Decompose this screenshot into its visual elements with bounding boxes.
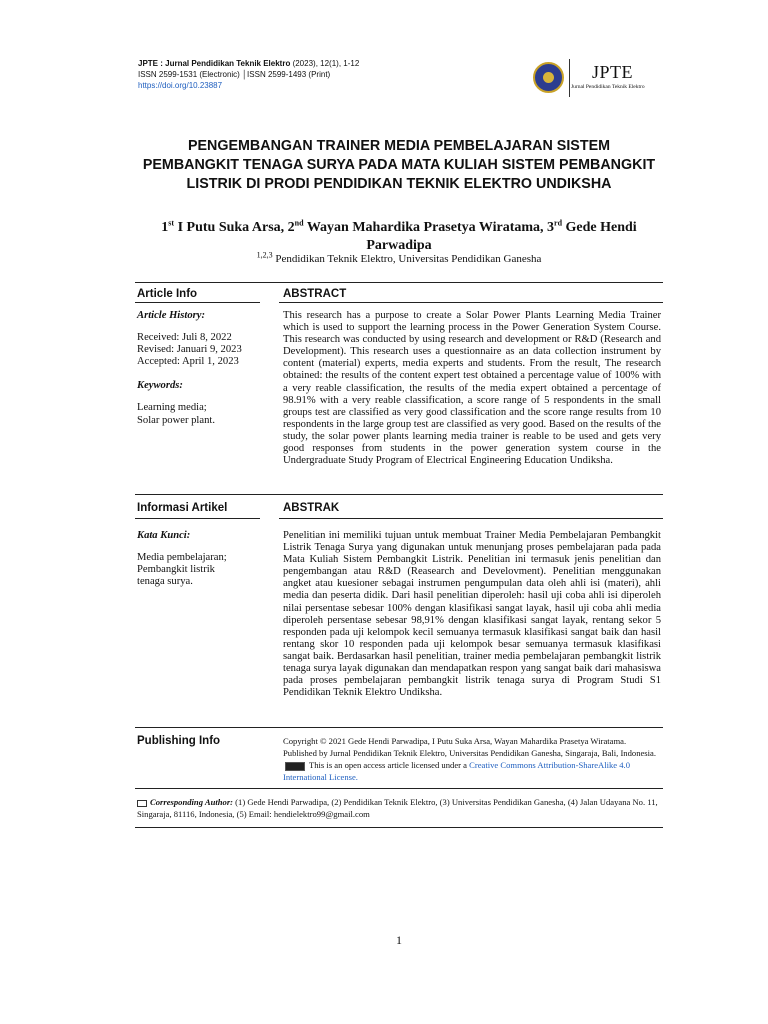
- corresponding-author: [137, 796, 663, 820]
- kata-kunci-item: Media pembelajaran;: [137, 552, 227, 564]
- abstract-heading: ABSTRACT: [283, 288, 347, 300]
- logo-subtitle: Jurnal Pendidikan Teknik Elektro: [571, 84, 645, 90]
- divider: [135, 282, 663, 283]
- publishing-text: [283, 735, 661, 783]
- author-list: [140, 219, 658, 255]
- author-3: Gede Hendi Parwadipa: [366, 220, 637, 253]
- university-seal-icon: [533, 62, 564, 93]
- accepted-date: Accepted: April 1, 2023: [137, 356, 239, 368]
- revised-date: Revised: Januari 9, 2023: [137, 344, 242, 356]
- publishing-heading: Publishing Info: [137, 735, 221, 747]
- received-date: Received: Juli 8, 2022: [137, 332, 232, 344]
- affiliation-text: Pendidikan Teknik Elektro, Universitas Pendidikan Ganesha: [272, 253, 542, 265]
- ordinal-sup: rd: [554, 218, 563, 228]
- journal-logo: [533, 59, 653, 99]
- article-history: [137, 310, 262, 427]
- paper-title: PENGEMBANGAN TRAINER MEDIA PEMBELAJARAN SISTEM PEMBANGKIT TENAGA SURYA PADA MATA KULIAH SISTEM PEMBANGKIT LISTRIK DI PRODI PENDIDIKAN TEKNIK ELEKTRO UNDIKSHA: [142, 138, 656, 192]
- kata-kunci-label: Kata Kunci:: [137, 530, 191, 541]
- issn-line: ISSN 2599-1531 (Electronic) │ISSN 2599-1493 (Print): [138, 70, 331, 79]
- doi-link[interactable]: https://doi.org/10.23887: [138, 81, 223, 90]
- kata-kunci: [137, 530, 262, 588]
- divider: [135, 494, 663, 495]
- journal-name: JPTE : Jurnal Pendidikan Teknik Elektro: [138, 59, 291, 68]
- divider: [135, 518, 260, 519]
- corresponding-text: (1) Gede Hendi Parwadipa, (2) Pendidikan Teknik Elektro, (3) Universitas Pendidikan Ganesha, (4) Jalan Udayana No. 11, Singaraja, 81116, Indonesia, (5) Email: hendielektro99@gmail.com: [137, 797, 658, 819]
- cc-license-icon: [285, 762, 305, 771]
- divider: [135, 827, 663, 828]
- ordinal-sup: st: [168, 218, 175, 228]
- author-ordinal: 1: [161, 220, 169, 235]
- divider: [135, 788, 663, 789]
- abstrak-text: Penelitian ini memiliki tujuan untuk membuat Trainer Media Pembelajaran Pembangkit Listrik Tenaga Surya yang digunakan untuk menunjang proses pembelajaran pada pada Mata Kuliah Sistem Pembangkit Listrik. Penelitian ini termasuk jenis penelitian dan pengembangan atau R&D (Reasearch and Develovment). Penelitian menggunakan angket atau kuesioner sebagai instrumen pengumpulan data oleh ahli isi (materi), ahli media dan peserta didik. Dari hasil penelitian diperoleh: hasil uji coba ahli isi diperoleh nilai persentase sebesar 100% dengan klasifikasi sangat layak, hasil uji coba ahli media diperoleh persentase sebesar 98,91% dengan klasifikasi sangat layak, rentang sekor 5 responden pada uji kelompok kecil semuanya termasuk klasifikasi sangat baik dan hasil rentang skor 10 responden pada uji kelompok besar semuanya termasuk klasifikasi sangat baik. Berdasarkan hasil penelitian, trainer media pembelajaran pembangkit listrik tenaga surya layak digunakan dan mendapatkan respon yang sangat baik dari mahasiswa pada proses pembelajaran pembangkit listrik tenaga surya di Program Studi S1 Pendidikan Teknik Elektro Undiksha.: [283, 530, 661, 699]
- author-2: Wayan Mahardika Prasetya Wiratama, 3: [303, 220, 555, 235]
- author-1: I Putu Suka Arsa, 2: [174, 220, 295, 235]
- affiliation: [140, 250, 658, 265]
- copyright-text: Copyright © 2021 Gede Hendi Parwadipa, I Putu Suka Arsa, Wayan Mahardika Prasetya Wiratama. Published by Jurnal Pendidikan Teknik Elektro, Universitas Pendidikan Ganesha, Singaraja, Bali, Indonesia.: [283, 736, 657, 758]
- divider: [135, 302, 260, 303]
- divider: [135, 727, 663, 728]
- divider: [279, 518, 663, 519]
- page-number: 1: [396, 933, 402, 947]
- kata-kunci-item: tenaga surya.: [137, 576, 193, 588]
- corresponding-label: Corresponding Author:: [150, 797, 234, 807]
- keywords-label: Keywords:: [137, 380, 183, 392]
- article-info-heading: Article Info: [137, 288, 198, 300]
- abstract-text: This research has a purpose to create a Solar Power Plants Learning Media Trainer which is used to support the learning process in the Power Generation System Course. This research was conducted by using research and development or R&D (Research and Development). This research uses a questionnaire as an data collection instrument by content (material) experts, media experts and students. From the result, The research obtained: the results of the content expert test obtained a percentage value of 100% with a very reable classification, the results of the media expert obtained a percentage of 98.91% with a very reable classification, a score range of 5 respondents in the small groups test are classified as very good classification and the score range results from 10 respondents in the large group test are classified as very good. Based on the results of the study, the solar power plants learning media trainer is reable to be used and gets very good responses from students in the power generation system course in the Undergraduate Study Program of Electrical Engineering Education Undiksha.: [283, 310, 661, 467]
- keyword: Learning media;: [137, 402, 207, 414]
- license-link[interactable]: Creative Commons Attribution-ShareAlike 4.0 International License.: [283, 760, 630, 782]
- mail-icon: [137, 800, 147, 807]
- journal-volume: (2023), 12(1), 1-12: [290, 59, 360, 68]
- ordinal-sup: nd: [294, 218, 304, 228]
- logo-name: JPTE: [592, 62, 634, 82]
- kata-kunci-item: Pembangkit listrik: [137, 564, 215, 576]
- keyword: Solar power plant.: [137, 414, 215, 426]
- history-label: Article History:: [137, 310, 205, 321]
- license-intro: This is an open access article licensed under a: [309, 760, 467, 770]
- divider: [279, 302, 663, 303]
- affiliation-sup: 1,2,3: [256, 250, 273, 260]
- logo-divider: [569, 59, 570, 97]
- abstrak-heading: ABSTRAK: [283, 502, 340, 514]
- informasi-heading: Informasi Artikel: [137, 502, 228, 514]
